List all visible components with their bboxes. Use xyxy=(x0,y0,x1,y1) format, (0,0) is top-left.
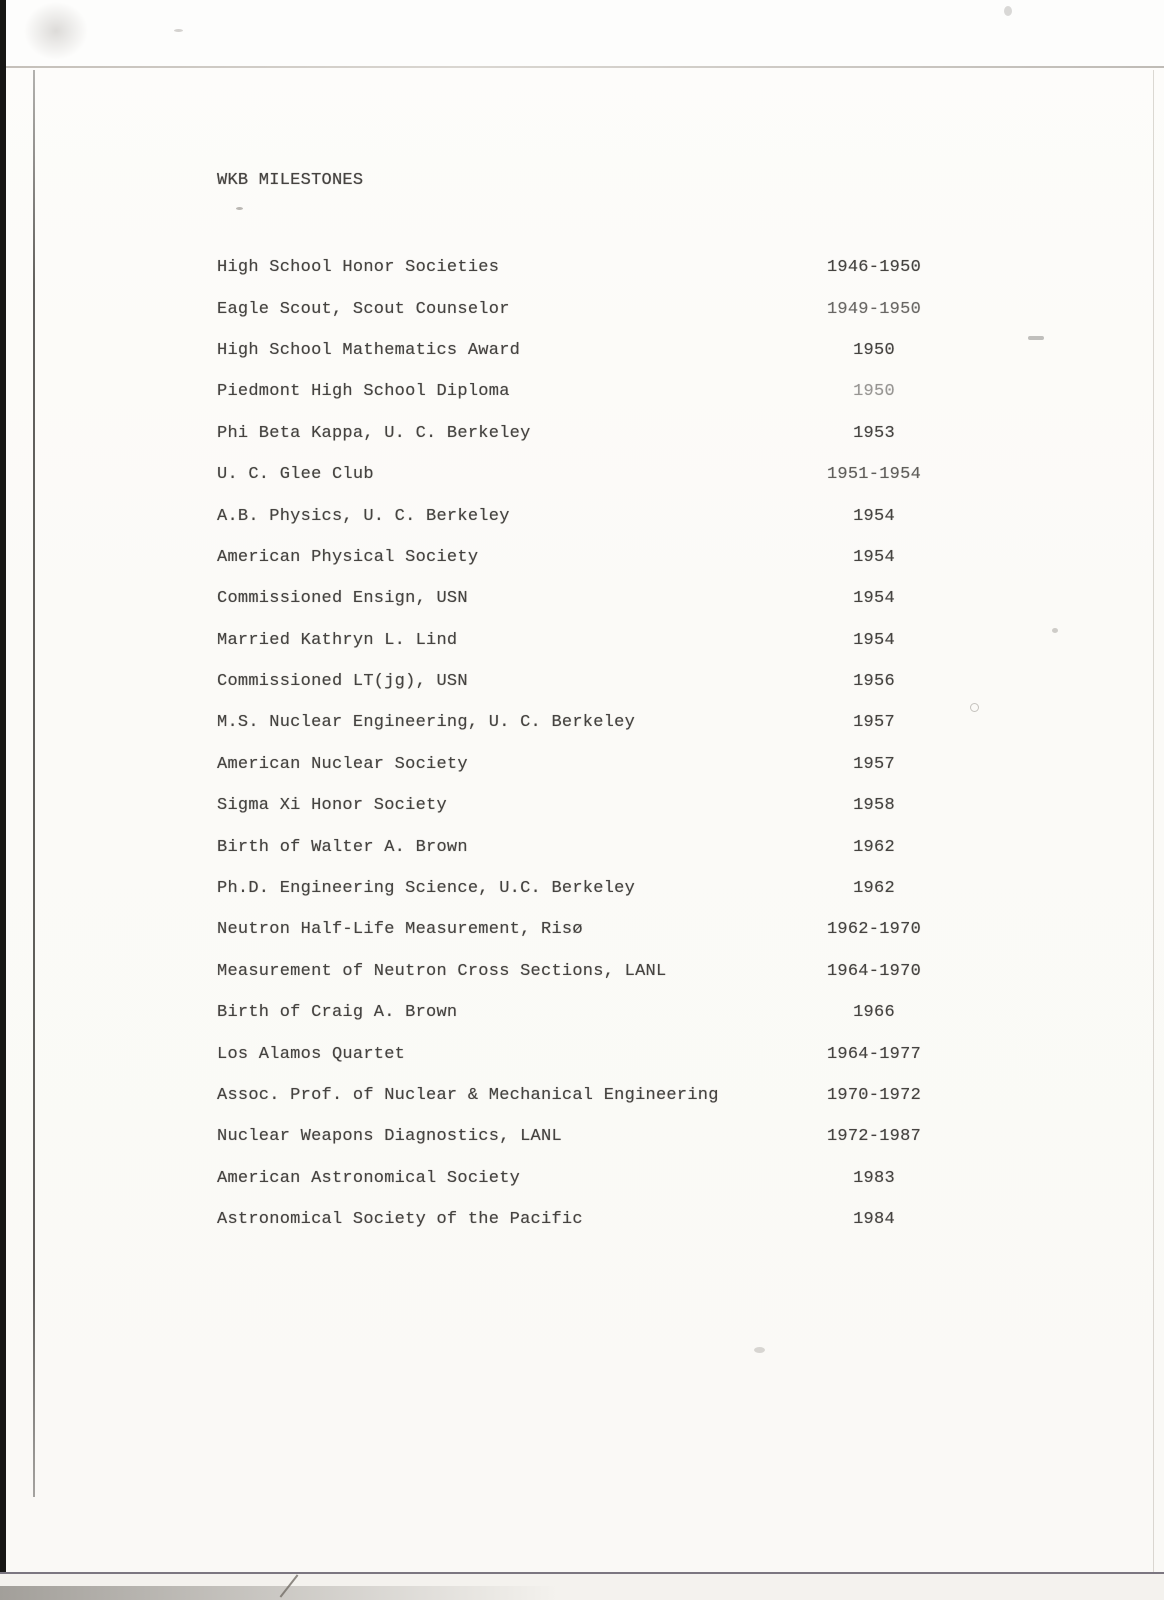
milestone-row xyxy=(217,909,977,950)
milestone-date: 1983 xyxy=(853,1168,895,1188)
milestone-date: 1946-1950 xyxy=(826,258,922,278)
milestone-row xyxy=(217,661,977,702)
page-top-edge-line xyxy=(0,66,1164,68)
milestone-label: Eagle Scout, Scout Counselor xyxy=(217,299,510,319)
milestone-row xyxy=(217,620,977,661)
milestone-date: 1970-1972 xyxy=(826,1086,922,1105)
milestone-date: 1954 xyxy=(853,630,895,650)
scan-speck xyxy=(174,29,183,32)
scan-speck xyxy=(1052,628,1058,633)
milestone-label: Neutron Half-Life Measurement, Risø xyxy=(217,920,583,940)
milestone-date: 1957 xyxy=(853,754,895,774)
milestone-row xyxy=(217,785,977,826)
milestone-date: 1962 xyxy=(853,837,895,857)
milestone-date: 1950 xyxy=(853,382,895,402)
milestone-row xyxy=(217,578,977,619)
milestone-label: U. C. Glee Club xyxy=(217,465,374,485)
milestone-date: 1957 xyxy=(853,713,895,733)
scan-speck xyxy=(236,207,243,210)
milestone-list xyxy=(217,247,977,1240)
milestone-label: American Nuclear Society xyxy=(217,754,468,774)
scanner-left-edge-strip xyxy=(0,0,6,1597)
milestone-label: M.S. Nuclear Engineering, U. C. Berkeley xyxy=(217,713,636,733)
milestone-label: Measurement of Neutron Cross Sections, LANL xyxy=(217,961,667,981)
milestone-date: 1954 xyxy=(853,547,895,567)
milestone-row xyxy=(217,330,977,371)
milestone-row xyxy=(217,1075,977,1116)
milestone-label: High School Mathematics Award xyxy=(217,340,521,360)
milestone-date: 1964-1977 xyxy=(826,1044,922,1064)
milestone-label: Assoc. Prof. of Nuclear & Mechanical Engineering xyxy=(217,1086,719,1105)
milestone-row xyxy=(217,371,977,412)
milestone-date: 1958 xyxy=(853,796,895,816)
milestone-date: 1954 xyxy=(853,506,895,526)
milestone-label: Phi Beta Kappa, U. C. Berkeley xyxy=(217,423,531,443)
bottom-edge-shadow xyxy=(0,1586,620,1600)
milestone-row xyxy=(217,992,977,1033)
page-right-edge-line xyxy=(1153,70,1154,1573)
milestone-row xyxy=(217,247,977,288)
scan-speck xyxy=(1028,336,1044,340)
document-title: WKB MILESTONES xyxy=(217,171,364,190)
milestone-date: 1972-1987 xyxy=(826,1127,922,1147)
milestone-label: High School Honor Societies xyxy=(217,258,500,278)
milestone-label: Nuclear Weapons Diagnostics, LANL xyxy=(217,1127,562,1147)
milestone-row xyxy=(217,951,977,992)
milestone-date: 1962 xyxy=(853,879,895,899)
milestone-date: 1954 xyxy=(853,589,895,609)
milestone-label: A.B. Physics, U. C. Berkeley xyxy=(217,506,510,526)
milestone-date: 1962-1970 xyxy=(826,920,922,940)
milestone-label: Birth of Walter A. Brown xyxy=(217,837,468,857)
milestone-date: 1966 xyxy=(853,1003,895,1023)
milestone-label: Los Alamos Quartet xyxy=(217,1044,406,1064)
milestone-row xyxy=(217,1116,977,1157)
scan-speck xyxy=(1004,6,1012,16)
milestone-date: 1953 xyxy=(853,423,895,443)
milestone-row xyxy=(217,1199,977,1240)
milestone-row xyxy=(217,826,977,867)
milestone-row xyxy=(217,413,977,454)
milestone-date: 1964-1970 xyxy=(826,961,922,981)
milestone-row xyxy=(217,702,977,743)
milestone-label: Married Kathryn L. Lind xyxy=(217,630,458,650)
milestone-row xyxy=(217,868,977,909)
milestone-label: American Astronomical Society xyxy=(217,1168,521,1188)
top-paper-band xyxy=(0,0,1164,66)
milestone-row xyxy=(217,1033,977,1074)
milestone-date: 1949-1950 xyxy=(826,299,922,319)
milestone-date: 1956 xyxy=(853,672,895,692)
milestone-row xyxy=(217,288,977,329)
milestone-row xyxy=(217,454,977,495)
milestone-label: Piedmont High School Diploma xyxy=(217,382,510,402)
milestone-label: American Physical Society xyxy=(217,547,479,567)
milestone-label: Astronomical Society of the Pacific xyxy=(217,1210,583,1230)
milestone-label: Ph.D. Engineering Science, U.C. Berkeley xyxy=(217,879,636,899)
milestone-row xyxy=(217,744,977,785)
milestone-date: 1984 xyxy=(853,1210,895,1230)
milestone-label: Sigma Xi Honor Society xyxy=(217,796,447,816)
scan-speck xyxy=(24,2,88,60)
milestone-label: Birth of Craig A. Brown xyxy=(217,1003,458,1023)
milestone-label: Commissioned Ensign, USN xyxy=(217,589,468,609)
milestone-label: Commissioned LT(jg), USN xyxy=(217,672,468,692)
milestone-date: 1950 xyxy=(853,340,895,360)
milestone-date: 1951-1954 xyxy=(826,465,922,485)
page-left-edge-line xyxy=(33,70,35,1497)
milestone-row xyxy=(217,1158,977,1199)
scan-speck xyxy=(754,1347,765,1353)
milestone-row xyxy=(217,537,977,578)
milestone-row xyxy=(217,495,977,536)
